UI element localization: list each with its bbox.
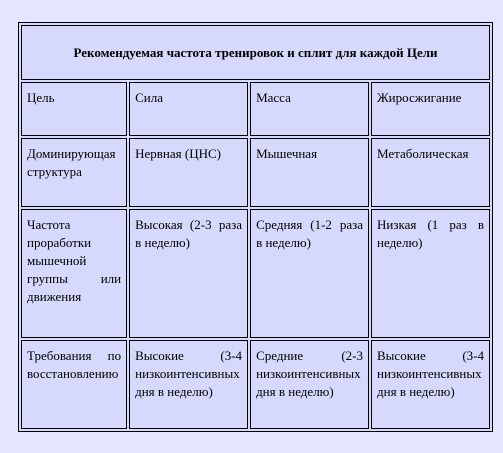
table-row [21,340,490,429]
cell-fat-loss-recovery: Высокие (3-4 низкоинтенсивных дня в неделю) [371,340,490,429]
cell-mass-structure: Мышечная [250,138,369,207]
header-row [21,82,490,136]
cell-mass-frequency: Средняя (1-2 раза в неделю) [250,209,369,338]
row-label-dominant-structure: Доминирующая структура [21,138,127,207]
cell-strength-structure: Нервная (ЦНС) [129,138,248,207]
cell-strength-frequency: Высокая (2-3 раза в неделю) [129,209,248,338]
table-row [21,209,490,338]
header-fat-loss: Жиросжигание [371,82,490,136]
cell-mass-recovery: Средние (2-3 низкоинтенсивных дня в неделю) [250,340,369,429]
header-strength: Сила [129,82,248,136]
table-title: Рекомендуемая частота тренировок и сплит для каждой Цели [21,25,490,80]
header-goal: Цель [21,82,127,136]
title-row [21,25,490,80]
header-mass: Масса [250,82,369,136]
row-label-frequency: Частота проработки мышечной группы или движения [21,209,127,338]
training-split-table [18,22,493,432]
table-row [21,138,490,207]
row-label-recovery: Требования по восстановлению [21,340,127,429]
cell-strength-recovery: Высокие (3-4 низкоинтенсивных дня в неделю) [129,340,248,429]
cell-fat-loss-structure: Метаболическая [371,138,490,207]
cell-fat-loss-frequency: Низкая (1 раз в неделю) [371,209,490,338]
